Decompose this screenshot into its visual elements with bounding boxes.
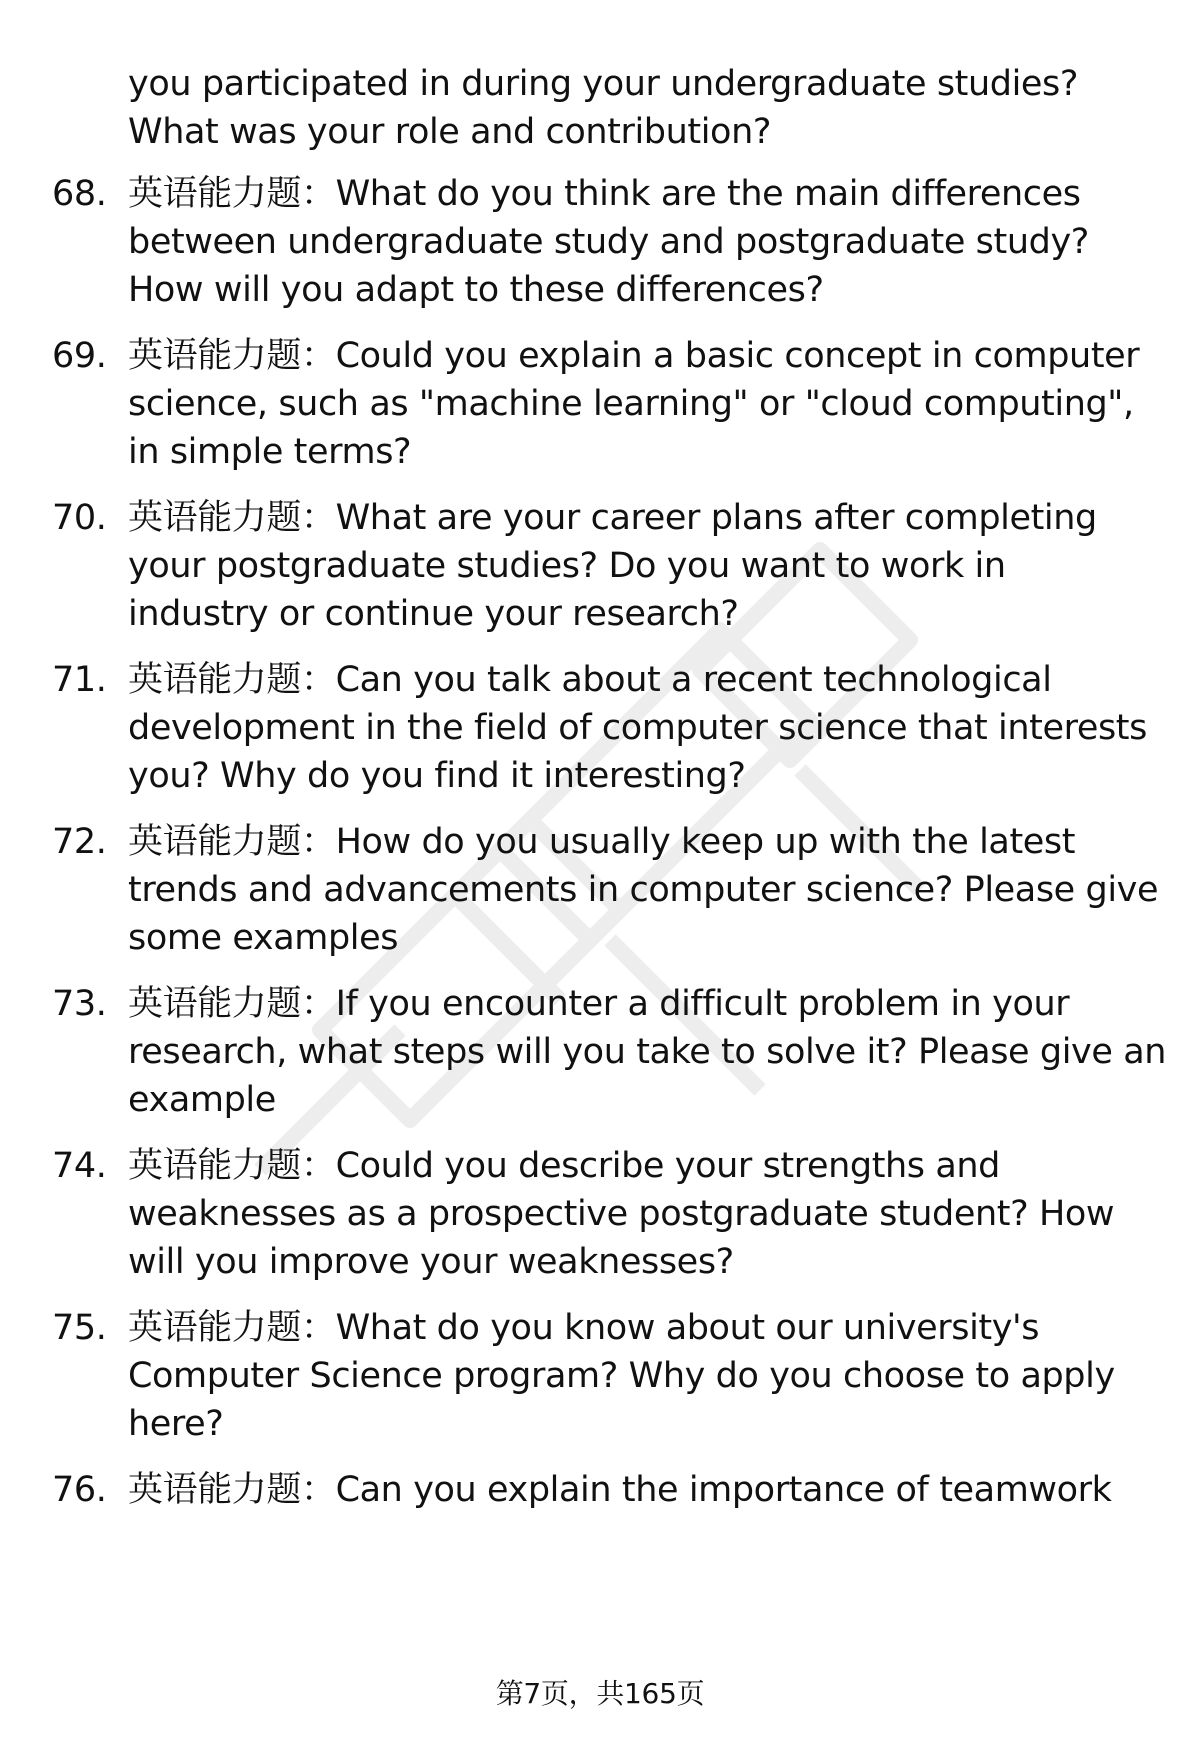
- question-text: 英语能力题：What do you think are the main differences between undergraduate study and postgraduate study? How will you adapt to these differences?: [128, 174, 1089, 310]
- question-text: 英语能力题：What are your career plans after completing your postgraduate studies? Do you want to work in industry or continue your research?: [128, 498, 1097, 634]
- question-text: 英语能力题：Could you explain a basic concept in computer science, such as "machine learning" or "cloud computing", in simple terms?: [128, 336, 1140, 472]
- question-number: 73.: [52, 984, 107, 1024]
- question-text: 英语能力题：If you encounter a difficult problem in your research, what steps will you take to solve it? Please give an example: [128, 984, 1167, 1120]
- question-text: 英语能力题：What do you know about our university's Computer Science program? Why do you choose to apply here?: [128, 1308, 1115, 1444]
- question-number: 70.: [52, 498, 107, 538]
- question-text: 英语能力题：How do you usually keep up with the latest trends and advancements in computer science? Please give some examples: [128, 822, 1159, 958]
- page-footer: 第7页，共165页: [495, 1677, 705, 1710]
- question-text: 英语能力题：Can you explain the importance of teamwork: [128, 1470, 1112, 1510]
- question-text: 英语能力题：Can you talk about a recent technological development in the field of computer science that interests you? Why do you find it interesting?: [128, 660, 1147, 796]
- question-number: 68.: [52, 174, 107, 214]
- question-number: 72.: [52, 822, 107, 862]
- question-number: 71.: [52, 660, 107, 700]
- question-number: 74.: [52, 1146, 107, 1186]
- question-number: 76.: [52, 1470, 107, 1510]
- question-number: 75.: [52, 1308, 107, 1348]
- question-number: 69.: [52, 336, 107, 376]
- question-text: 英语能力题：Could you describe your strengths and weaknesses as a prospective postgraduate student? How will you improve your weaknesses?: [128, 1146, 1115, 1282]
- question-continuation: you participated in during your undergraduate studies? What was your role and contribution?: [128, 64, 1079, 152]
